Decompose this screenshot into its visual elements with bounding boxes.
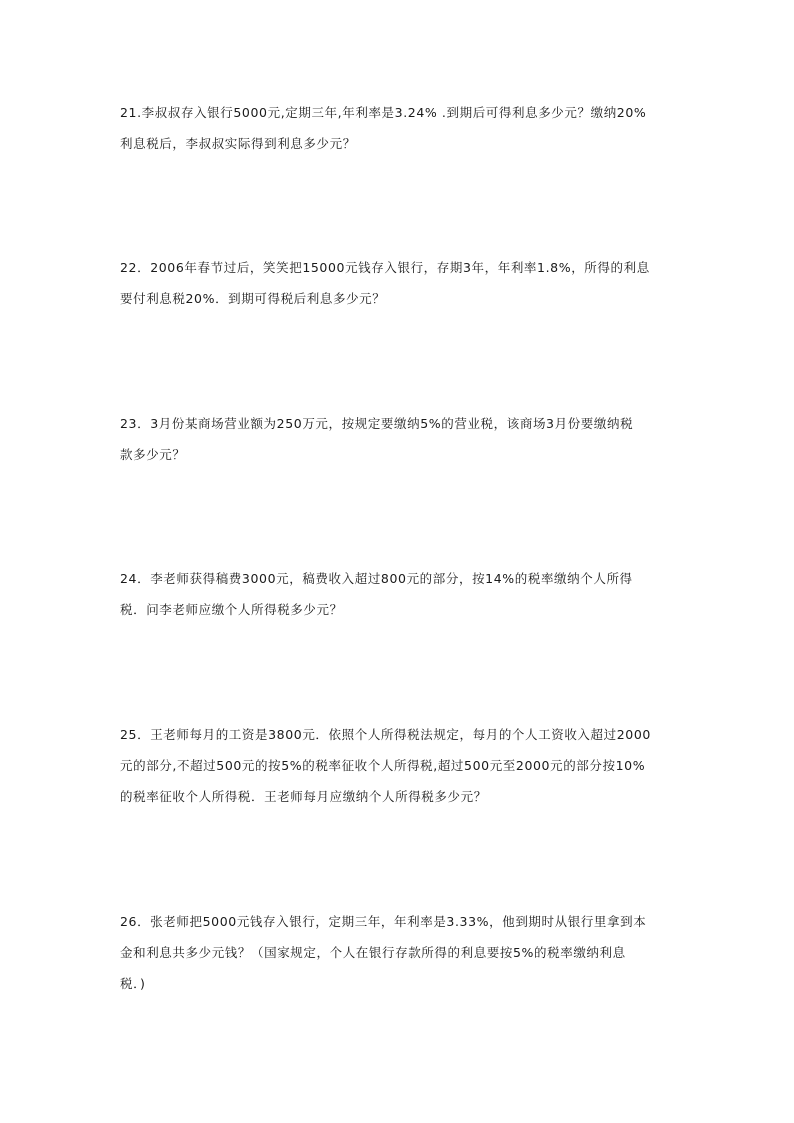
question-line: 23．3月份某商场营业额为250万元，按规定要缴纳5%的营业税，该商场3月份要缴纳税 [120, 416, 634, 431]
question-line: 要付利息税20%．到期可得税后利息多少元？ [120, 291, 386, 306]
question-line: 21.李叔叔存入银行5000元,定期三年,年利率是3.24% .到期后可得利息多少元？缴纳20% [120, 105, 647, 120]
question-24 [120, 563, 680, 625]
question-21 [120, 97, 680, 159]
question-line: 元的部分,不超过500元的按5%的税率征收个人所得税,超过500元至2000元的部分按10% [120, 758, 646, 773]
question-line: 的税率征收个人所得税．王老师每月应缴纳个人所得税多少元？ [120, 789, 487, 804]
question-25 [120, 719, 680, 812]
question-22 [120, 252, 680, 314]
question-26 [120, 906, 680, 999]
question-line: 26．张老师把5000元钱存入银行，定期三年，年利率是3.33%，他到期时从银行里拿到本 [120, 914, 647, 929]
question-line: 利息税后，李叔叔实际得到利息多少元？ [120, 136, 356, 151]
question-line: 24．李老师获得稿费3000元，稿费收入超过800元的部分，按14%的税率缴纳个人所得 [120, 571, 633, 586]
question-line: 税．问李老师应缴个人所得税多少元？ [120, 602, 343, 617]
question-23 [120, 408, 680, 470]
question-line: 金和利息共多少元钱？（国家规定，个人在银行存款所得的利息要按5%的税率缴纳利息 [120, 945, 626, 960]
question-line: 款多少元？ [120, 447, 186, 462]
question-line: 税．) [120, 976, 146, 991]
question-line: 25．王老师每月的工资是3800元．依照个人所得税法规定，每月的个人工资收入超过2000 [120, 727, 651, 742]
question-line: 22．2006年春节过后，笑笑把15000元钱存入银行，存期3年，年利率1.8%，所得的利息 [120, 260, 650, 275]
